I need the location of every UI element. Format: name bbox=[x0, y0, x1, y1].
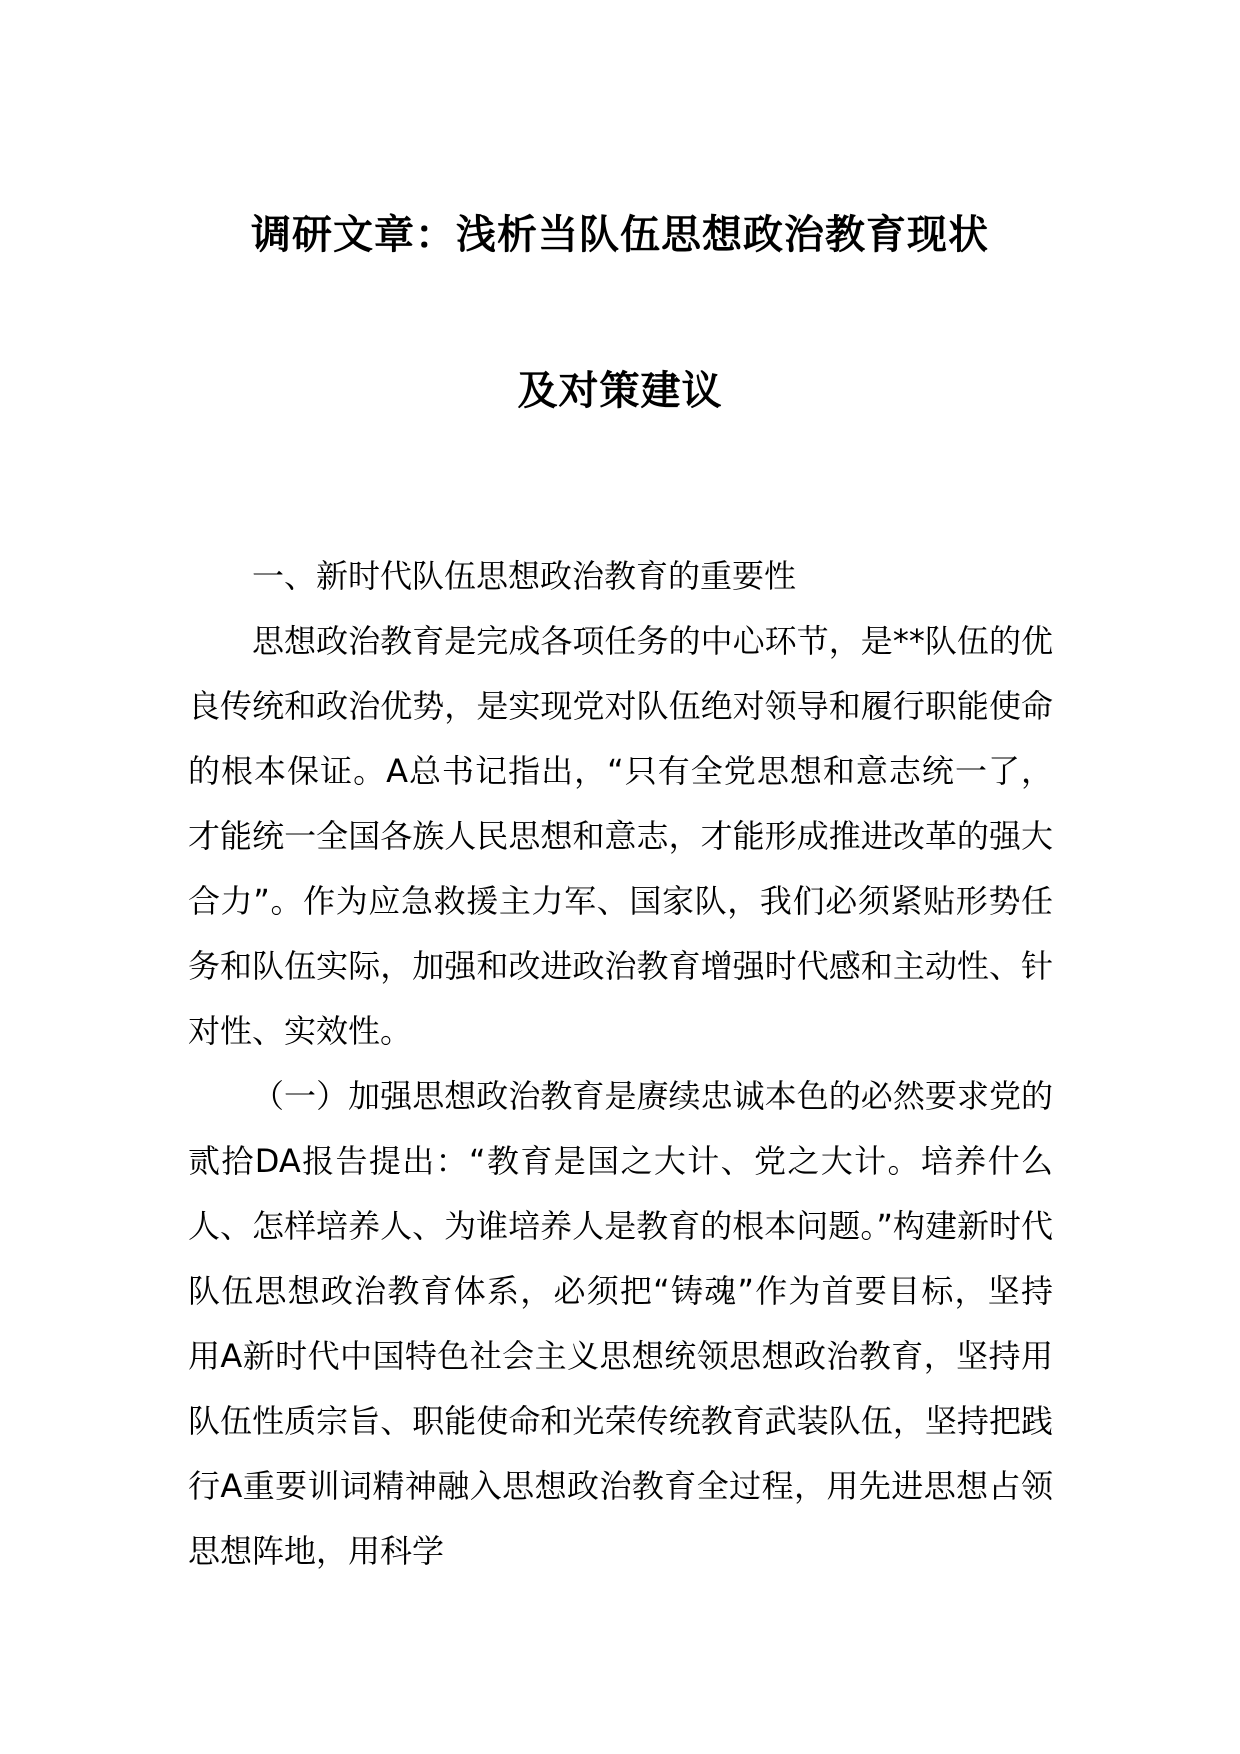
body-paragraph-2: （一）加强思想政治教育是赓续忠诚本色的必然要求党的贰拾DA报告提出：“教育是国之大计、党之大计。培养什么人、怎样培养人、为谁培养人是教育的根本问题。”构建新时代队伍思想政治教育体系，必须把“铸魂”作为首要目标，坚持用A新时代中国特色社会主义思想统领思想政治教育，坚持用队伍性质宗旨、职能使命和光荣传统教育武装队伍，坚持把践行A重要训词精神融入思想政治教育全过程，用先进思想占领思想阵地，用科学 bbox=[188, 1077, 1053, 1570]
document-body bbox=[188, 544, 1053, 1584]
section-heading: 一、新时代队伍思想政治教育的重要性 bbox=[252, 557, 797, 595]
document-title-line-1: 调研文章：浅析当队伍思想政治教育现状 bbox=[251, 212, 989, 258]
body-paragraph-1: 思想政治教育是完成各项任务的中心环节，是**队伍的优良传统和政治优势，是实现党对队伍绝对领导和履行职能使命的根本保证。A总书记指出，“只有全党思想和意志统一了，才能统一全国各族人民思想和意志，才能形成推进改革的强大合力”。作为应急救援主力军、国家队，我们必须紧贴形势任务和队伍实际，加强和改进政治教育增强时代感和主动性、针对性、实效性。 bbox=[188, 622, 1053, 1050]
document-title-line-2: 及对策建议 bbox=[517, 368, 723, 414]
